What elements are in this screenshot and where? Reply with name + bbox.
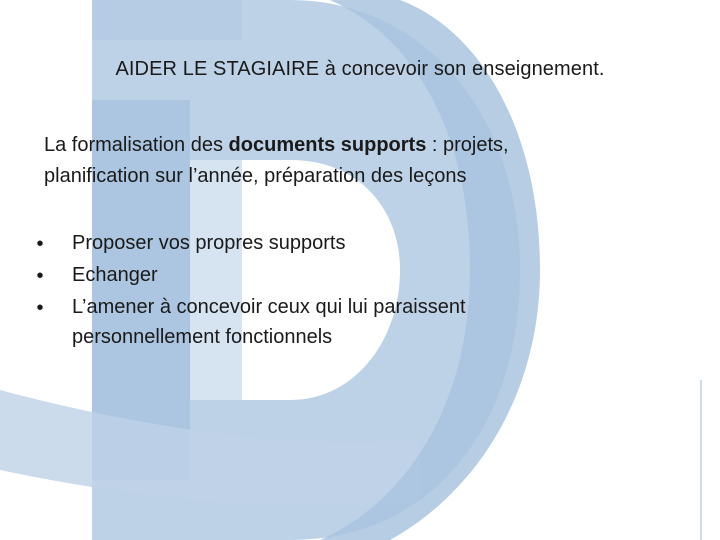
bullet-icon: •: [36, 265, 44, 287]
bullet-text: Proposer vos propres supports: [72, 232, 346, 254]
intro-text-part2: : projets,: [426, 134, 509, 156]
bullet-text: Echanger: [72, 264, 158, 286]
bullet-list: [30, 228, 650, 354]
bullet-icon: •: [36, 233, 44, 255]
bullet-text: L’amener à concevoir ceux qui lui paraissent: [72, 296, 466, 318]
intro-text-part1: La formalisation des: [44, 134, 229, 156]
intro-bold-term: documents supports: [228, 134, 427, 156]
bullet-item: [30, 292, 650, 352]
bullet-item: [30, 228, 650, 258]
intro-paragraph: [44, 130, 674, 192]
logo-thin-line: [700, 380, 702, 540]
bullet-icon: •: [36, 297, 44, 319]
bullet-text-continuation: personnellement fonctionnels: [72, 326, 333, 348]
slide-title: AIDER LE STAGIAIRE à concevoir son enseignement.: [115, 58, 605, 80]
bullet-item: [30, 260, 650, 290]
intro-text-line2: planification sur l’année, préparation des leçons: [44, 165, 467, 187]
